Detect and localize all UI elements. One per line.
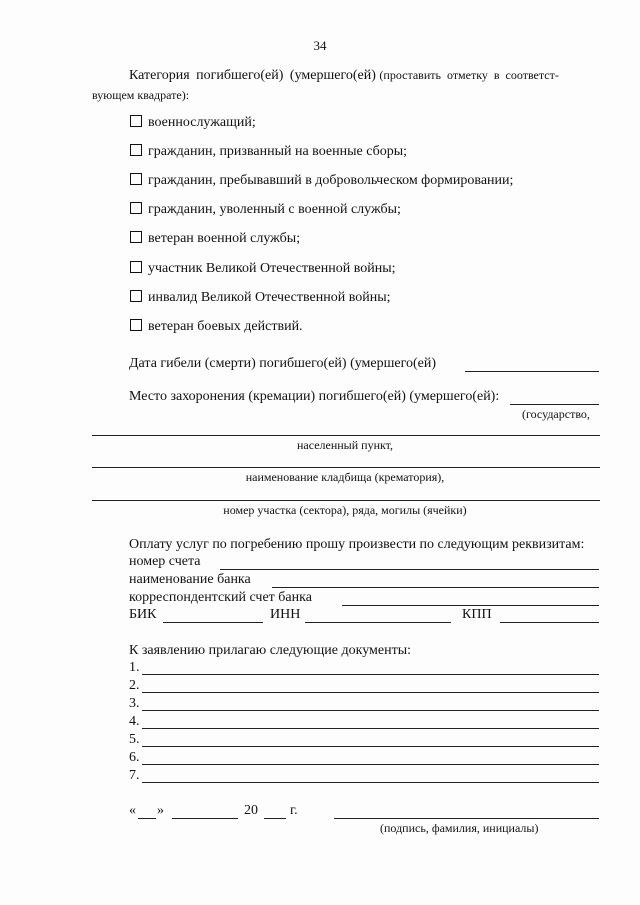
document-number: 6. xyxy=(129,750,140,765)
category-intro-cont: вующем квадрате): xyxy=(92,88,190,102)
bik-label: БИК xyxy=(129,607,157,622)
inn-label: ИНН xyxy=(270,607,301,622)
burial-state-line[interactable] xyxy=(92,435,600,436)
death-date-label: Дата гибели (смерти) погибшего(ей) (умершего(ей) xyxy=(129,356,437,371)
documents-intro: К заявлению прилагаю следующие документы: xyxy=(129,643,412,658)
option-volunteer[interactable] xyxy=(130,173,513,189)
option-ww2-participant[interactable] xyxy=(130,261,396,277)
option-label: ветеран военной службы; xyxy=(148,231,301,246)
date-month-field[interactable] xyxy=(172,818,238,819)
date-year-field[interactable] xyxy=(264,818,286,819)
burial-hint-plot: номер участка (сектора), ряда, могилы (ячейки) xyxy=(223,503,467,517)
checkbox[interactable] xyxy=(130,144,142,156)
burial-hint-cemetery: наименование кладбища (крематория), xyxy=(245,470,445,484)
document-number: 1. xyxy=(129,660,140,675)
checkbox[interactable] xyxy=(130,202,142,214)
document-line-5[interactable] xyxy=(142,746,599,747)
document-line-3[interactable] xyxy=(142,710,599,711)
document-number: 7. xyxy=(129,768,140,783)
bik-field[interactable] xyxy=(163,622,263,623)
death-date-field[interactable] xyxy=(465,371,599,372)
document-number: 2. xyxy=(129,678,140,693)
option-service-veteran[interactable] xyxy=(130,231,300,247)
checkbox[interactable] xyxy=(130,115,142,127)
document-number: 5. xyxy=(129,732,140,747)
document-line-4[interactable] xyxy=(142,728,599,729)
category-intro xyxy=(129,68,599,84)
option-label: гражданин, пребывавший в добровольческом формировании; xyxy=(148,173,514,188)
bank-name-field[interactable] xyxy=(272,587,599,588)
checkbox[interactable] xyxy=(130,173,142,185)
checkbox[interactable] xyxy=(130,319,142,331)
date-quote-open: « xyxy=(129,803,136,818)
option-reservist[interactable] xyxy=(130,144,407,160)
bank-name-label: наименование банка xyxy=(129,572,251,587)
option-label: гражданин, уволенный с военной службы; xyxy=(148,202,401,217)
payment-intro: Оплату услуг по погребению прошу произвести по следующим реквизитам: xyxy=(129,537,585,552)
option-combat-veteran[interactable] xyxy=(130,319,303,335)
account-label: номер счета xyxy=(129,554,201,569)
burial-cemetery-line[interactable] xyxy=(92,500,600,501)
option-label: военнослужащий; xyxy=(148,115,256,130)
option-label: ветеран боевых действий. xyxy=(148,319,303,334)
signature-field[interactable] xyxy=(334,818,599,819)
date-day-field[interactable] xyxy=(138,818,156,819)
option-label: инвалид Великой Отечественной войны; xyxy=(148,290,391,305)
burial-hint-state: (государство, xyxy=(522,407,590,421)
document-line-6[interactable] xyxy=(142,764,599,765)
burial-hint-locality: населенный пункт, xyxy=(296,438,394,452)
checkbox[interactable] xyxy=(130,290,142,302)
document-line-2[interactable] xyxy=(142,692,599,693)
kpp-label: КПП xyxy=(462,607,492,622)
document-line-7[interactable] xyxy=(142,782,599,783)
option-label: гражданин, призванный на военные сборы; xyxy=(148,144,407,159)
corr-account-label: корреспондентский счет банка xyxy=(129,590,312,605)
option-discharged[interactable] xyxy=(130,202,401,218)
inn-field[interactable] xyxy=(305,622,451,623)
burial-locality-line[interactable] xyxy=(92,467,600,468)
document-number: 3. xyxy=(129,696,140,711)
category-intro-text: Категория погибшего(ей) (умершего(ей) xyxy=(129,68,376,83)
option-military[interactable] xyxy=(130,115,256,131)
option-ww2-invalid[interactable] xyxy=(130,290,391,306)
account-field[interactable] xyxy=(220,569,599,570)
document-line-1[interactable] xyxy=(142,674,599,675)
burial-field[interactable] xyxy=(510,404,599,405)
checkbox[interactable] xyxy=(130,261,142,273)
page-number: 34 xyxy=(313,38,327,53)
corr-account-field[interactable] xyxy=(342,605,599,606)
checkbox[interactable] xyxy=(130,231,142,243)
option-label: участник Великой Отечественной войны; xyxy=(148,261,396,276)
date-quote-close: » xyxy=(157,803,164,818)
kpp-field[interactable] xyxy=(500,622,599,623)
date-year-suffix: г. xyxy=(290,803,298,818)
category-intro-hint: (проставить отметку в соответст- xyxy=(379,68,559,82)
burial-label: Место захоронения (кремации) погибшего(ей) (умершего(ей): xyxy=(129,389,500,404)
signature-caption: (подпись, фамилия, инициалы) xyxy=(380,821,539,835)
document-number: 4. xyxy=(129,714,140,729)
date-year-prefix: 20 xyxy=(244,803,258,818)
